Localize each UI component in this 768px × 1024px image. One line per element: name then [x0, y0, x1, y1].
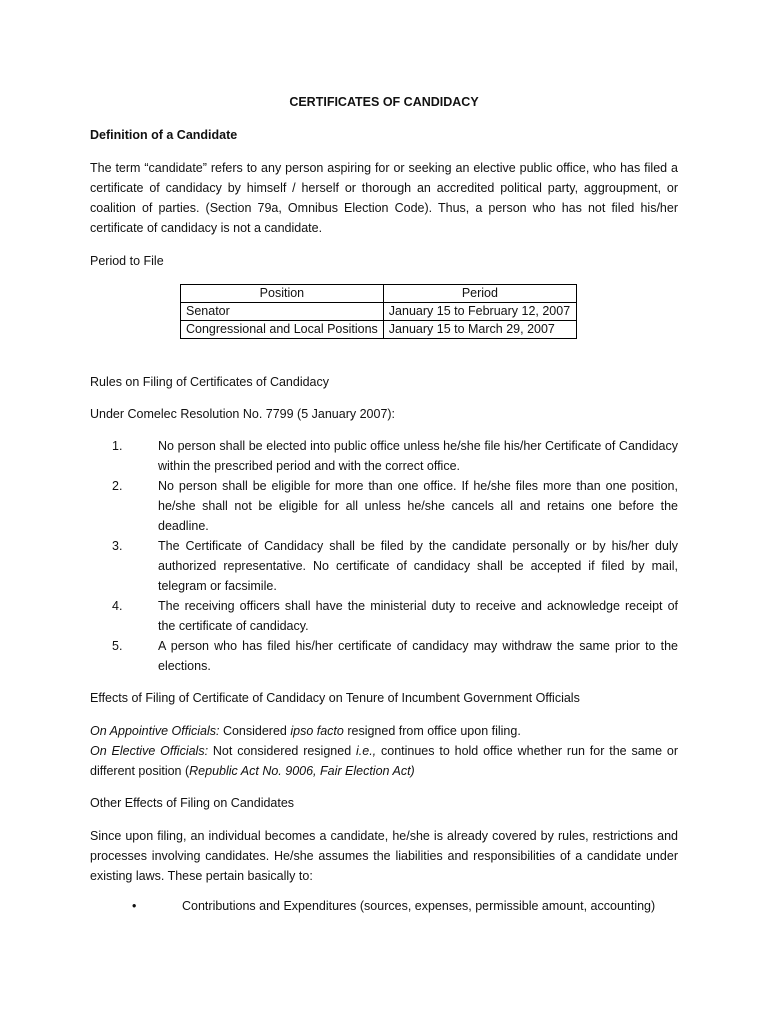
list-item	[90, 596, 678, 636]
period-heading: Period to File	[90, 254, 164, 268]
elective-label: On Elective Officials:	[90, 744, 209, 758]
definition-paragraph: The term “candidate” refers to any person aspiring for or seeking an elective public office, who has filed a certificate of candidacy by himself / herself or thorough an accredited political party, aggroupment, or coalition of parties. (Section 79a, Omnibus Election Code). Thus, a person who has not filed his/her certificate of candidacy is not a candidate.	[90, 161, 678, 235]
appointive-pre: Considered	[219, 724, 291, 738]
appointive-label: On Appointive Officials:	[90, 724, 220, 738]
rules-heading: Rules on Filing of Certificates of Candidacy	[90, 375, 330, 389]
table-cell: Congressional and Local Positions	[181, 321, 384, 339]
elective-paragraph	[90, 741, 678, 781]
list-number: 4.	[112, 599, 123, 613]
elective-italic: i.e.,	[356, 744, 377, 758]
period-table	[180, 284, 577, 339]
list-item	[90, 476, 678, 536]
rules-list	[90, 436, 678, 676]
elective-reference: Republic Act No. 9006, Fair Election Act)	[189, 764, 415, 778]
list-number: 5.	[112, 639, 123, 653]
appointive-italic: ipso facto	[290, 724, 344, 738]
list-number: 2.	[112, 479, 123, 493]
document-title: CERTIFICATES OF CANDIDACY	[289, 95, 479, 109]
effects-heading: Effects of Filing of Certificate of Candidacy on Tenure of Incumbent Government Officials	[90, 691, 580, 705]
table-cell: Senator	[181, 303, 384, 321]
table-header-row	[181, 285, 577, 303]
bullet-text: Contributions and Expenditures (sources, expenses, permissible amount, accounting)	[182, 899, 656, 913]
table-cell: January 15 to March 29, 2007	[383, 321, 576, 339]
other-effects-heading: Other Effects of Filing on Candidates	[90, 796, 295, 810]
list-text: No person shall be eligible for more than one office. If he/she files more than one position, he/she shall not be eligible for all unless he/she cancels all and retains one before the deadline.	[158, 479, 678, 533]
table-cell: January 15 to February 12, 2007	[383, 303, 576, 321]
list-item	[90, 636, 678, 676]
definition-heading: Definition of a Candidate	[90, 128, 238, 142]
list-number: 1.	[112, 439, 123, 453]
list-text: The Certificate of Candidacy shall be filed by the candidate personally or by his/her duly authorized representative. No certificate of candidacy shall be accepted if filed by mail, telegram or facsimile.	[158, 539, 678, 593]
other-effects-paragraph: Since upon filing, an individual becomes a candidate, he/she is already covered by rules, restrictions and processes involving candidates. He/she assumes the liabilities and responsibilities of a candidate under existing laws. These pertain basically to:	[90, 829, 678, 883]
appointive-line	[90, 721, 678, 741]
elective-pre: Not considered resigned	[208, 744, 356, 758]
table-row	[181, 321, 577, 339]
list-number: 3.	[112, 539, 123, 553]
table-header-cell: Period	[383, 285, 576, 303]
list-item	[90, 536, 678, 596]
resolution-text: Under Comelec Resolution No. 7799 (5 January 2007):	[90, 407, 396, 421]
appointive-post: resigned from office upon filing.	[343, 724, 521, 738]
list-item	[90, 896, 690, 916]
list-text: A person who has filed his/her certificate of candidacy may withdraw the same prior to the elections.	[158, 639, 678, 673]
table-row	[181, 303, 577, 321]
table-header-cell: Position	[181, 285, 384, 303]
list-text: The receiving officers shall have the ministerial duty to receive and acknowledge receipt of the certificate of candidacy.	[158, 599, 678, 633]
list-item	[90, 436, 678, 476]
bullet-icon: •	[132, 899, 137, 913]
list-text: No person shall be elected into public office unless he/she file his/her Certificate of Candidacy within the prescribed period and with the correct office.	[158, 439, 678, 473]
elective-post: continues to hold office whether run for the same or different position (	[90, 744, 678, 778]
